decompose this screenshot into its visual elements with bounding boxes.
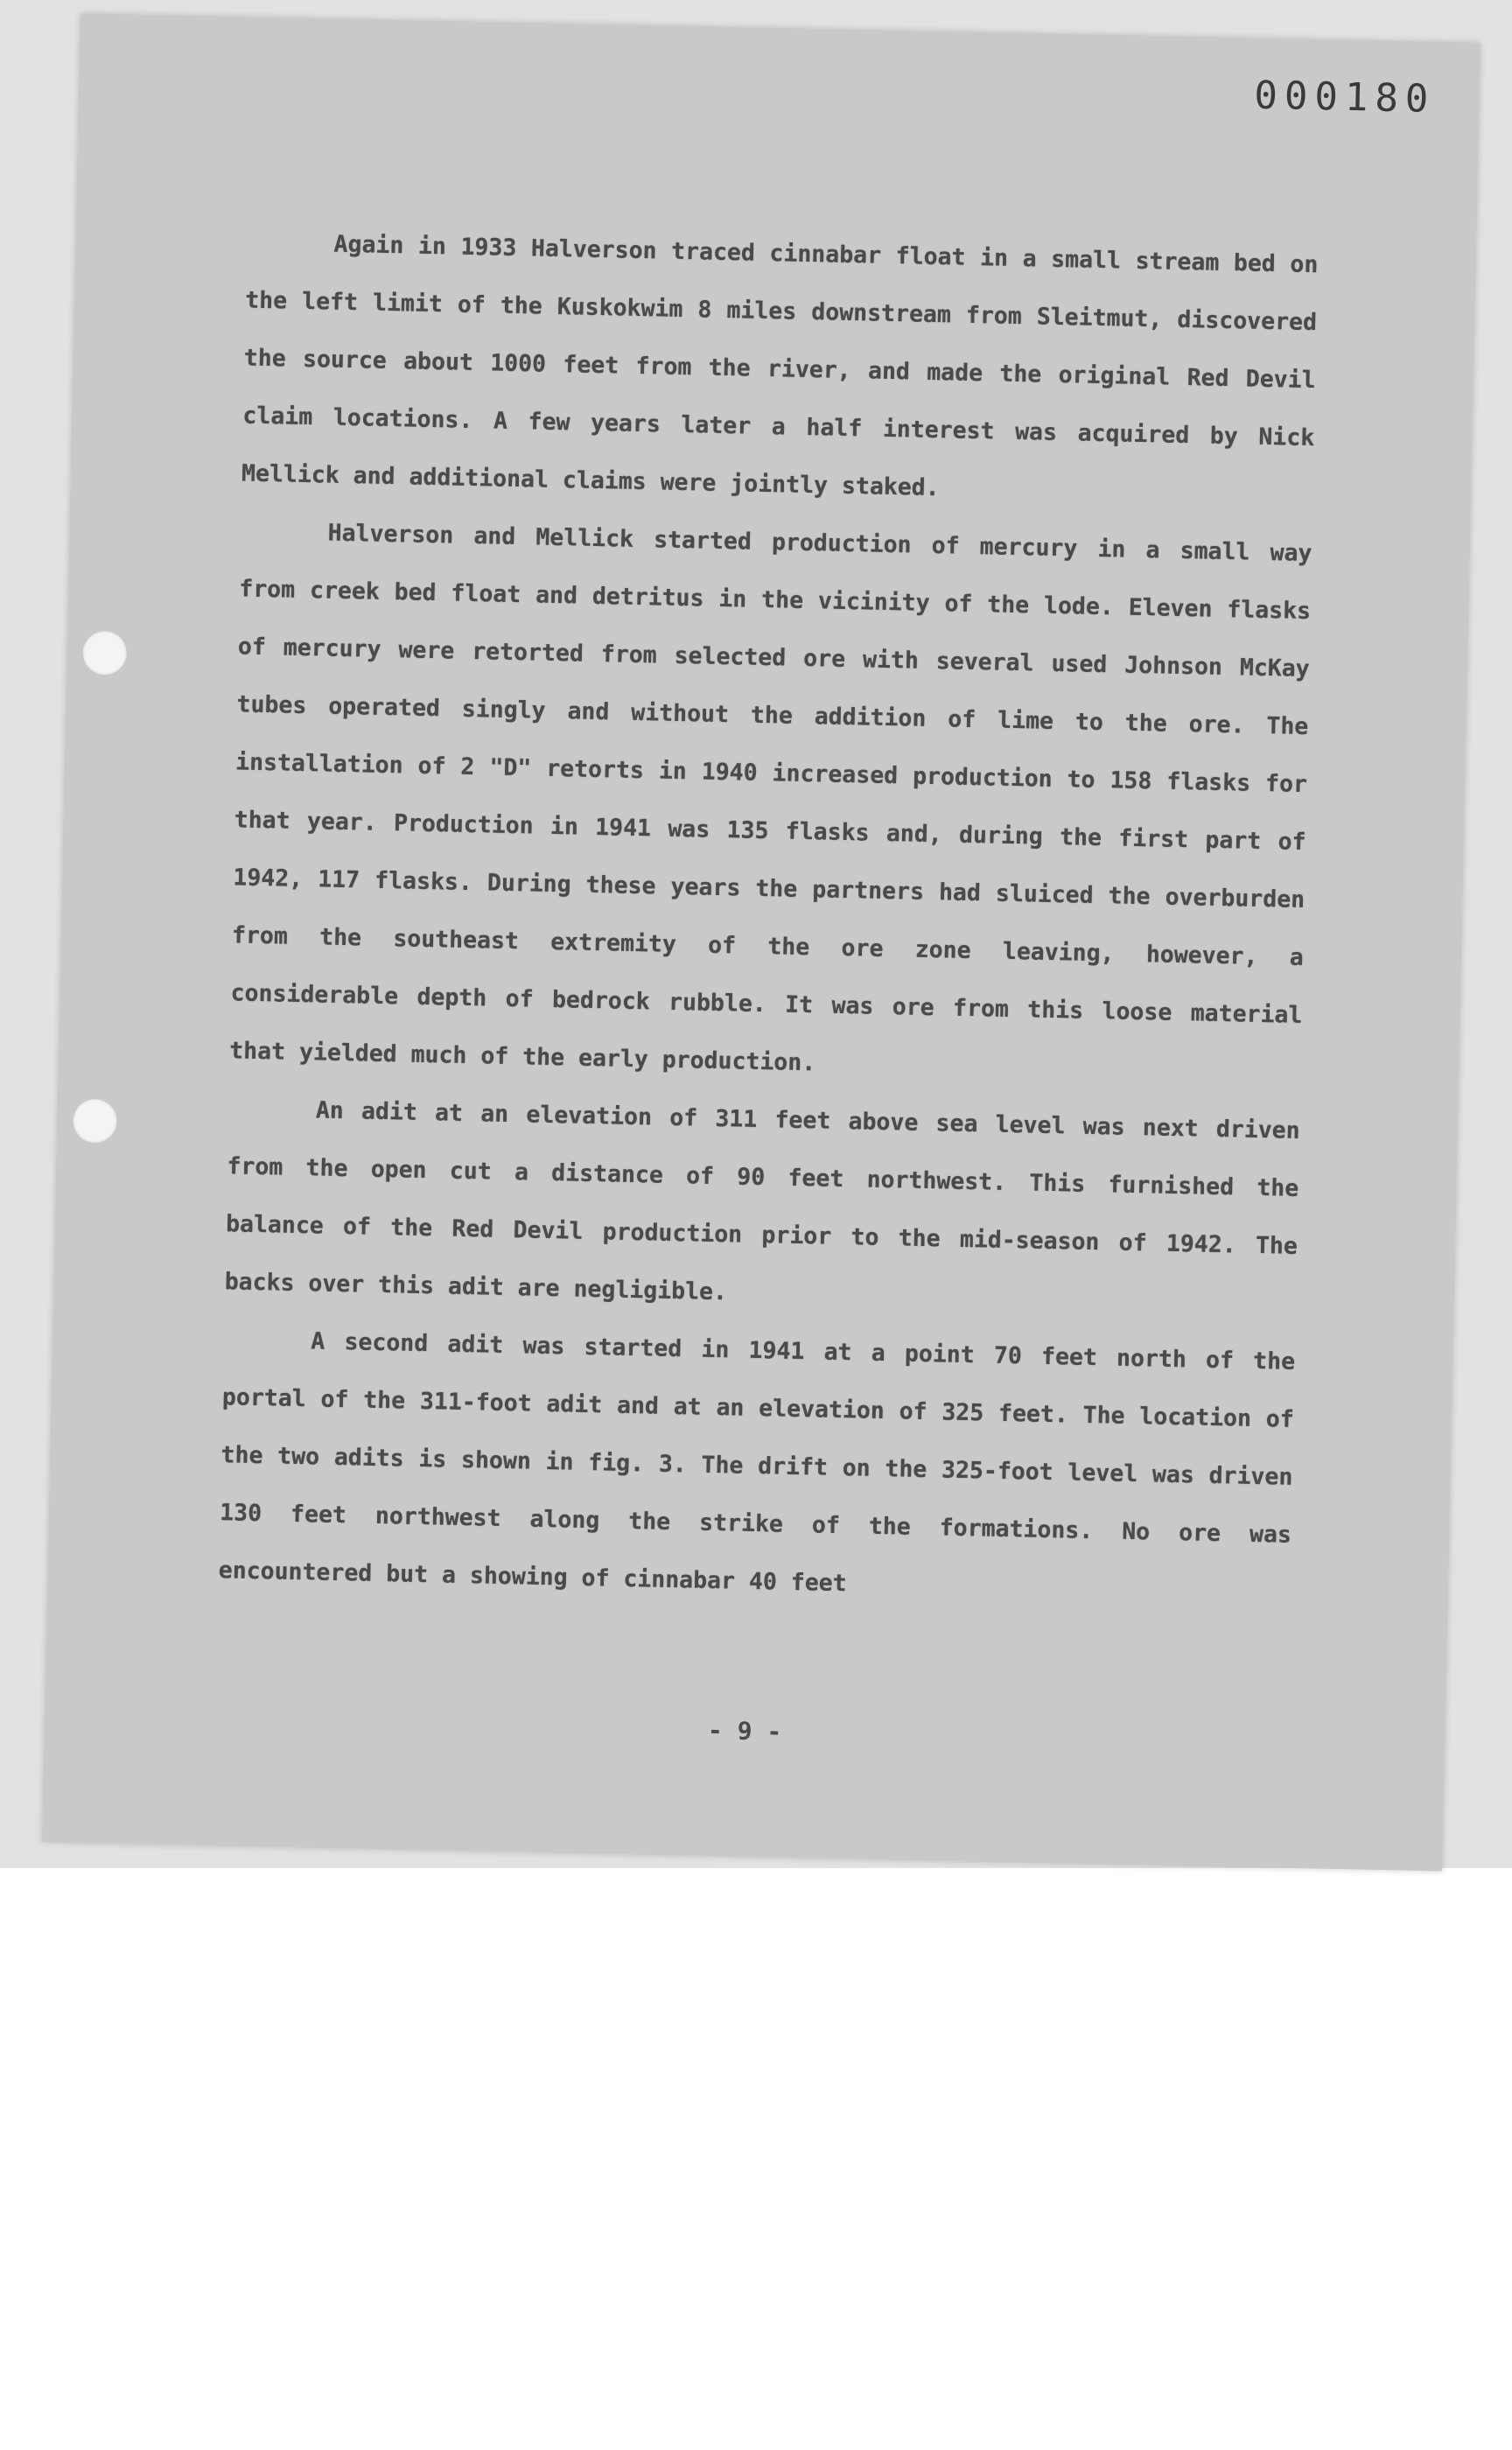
paragraph: An adit at an elevation of 311 feet above sea level was next driven from the open cut a distance of 90 feet northwest. This furnished the balance of the Red Devil production prior to the mid-season of 1942. The backs over this adit are negligible.: [224, 1096, 1300, 1306]
punch-hole: [73, 1099, 117, 1144]
punch-hole: [82, 631, 127, 676]
paragraph: Halverson and Mellick started production of mercury in a small way from creek bed float and detritus in the vicinity of the lode. Eleven flasks of mercury were retorted from selected ore with several used Johnson McKay tubes operated singly and without the addition of lime to the ore. The installation of 2 "D" retorts in 1940 increased production to 158 flasks for that year. Production in 1941 was 135 flasks and, during the first part of 1942, 117 flasks. During these years the partners had sluiced the overburden from the southeast extremity of the ore zone leaving, however, a considerable depth of bedrock rubble. It was ore from this loose material that yielded much of the early production.: [228, 519, 1312, 1077]
page-number: - 9 -: [707, 1715, 782, 1746]
paragraph: A second adit was started in 1941 at a point 70 feet north of the portal of the 311-foot adit and at an elevation of 325 feet. The location of the two adits is shown in fig. 3. The drift on the 325-foot level was driven 130 feet northwest along the strike of the formations. No ore was encountered but a showing of cinnabar 40 feet: [218, 1327, 1296, 1598]
paragraph: Again in 1933 Halverson traced cinnabar float in a small stream bed on the left limit of the Kuskokwim 8 miles downstream from Sleitmut, discovered the source about 1000 feet from the river, and made the original Red Devil claim locations. A few years later a half interest was acquired by Nick Mellick and additional claims were jointly staked.: [241, 230, 1319, 502]
body-text: [218, 214, 1319, 1622]
document-page: [42, 13, 1480, 1871]
document-number: 000180: [1253, 73, 1436, 122]
